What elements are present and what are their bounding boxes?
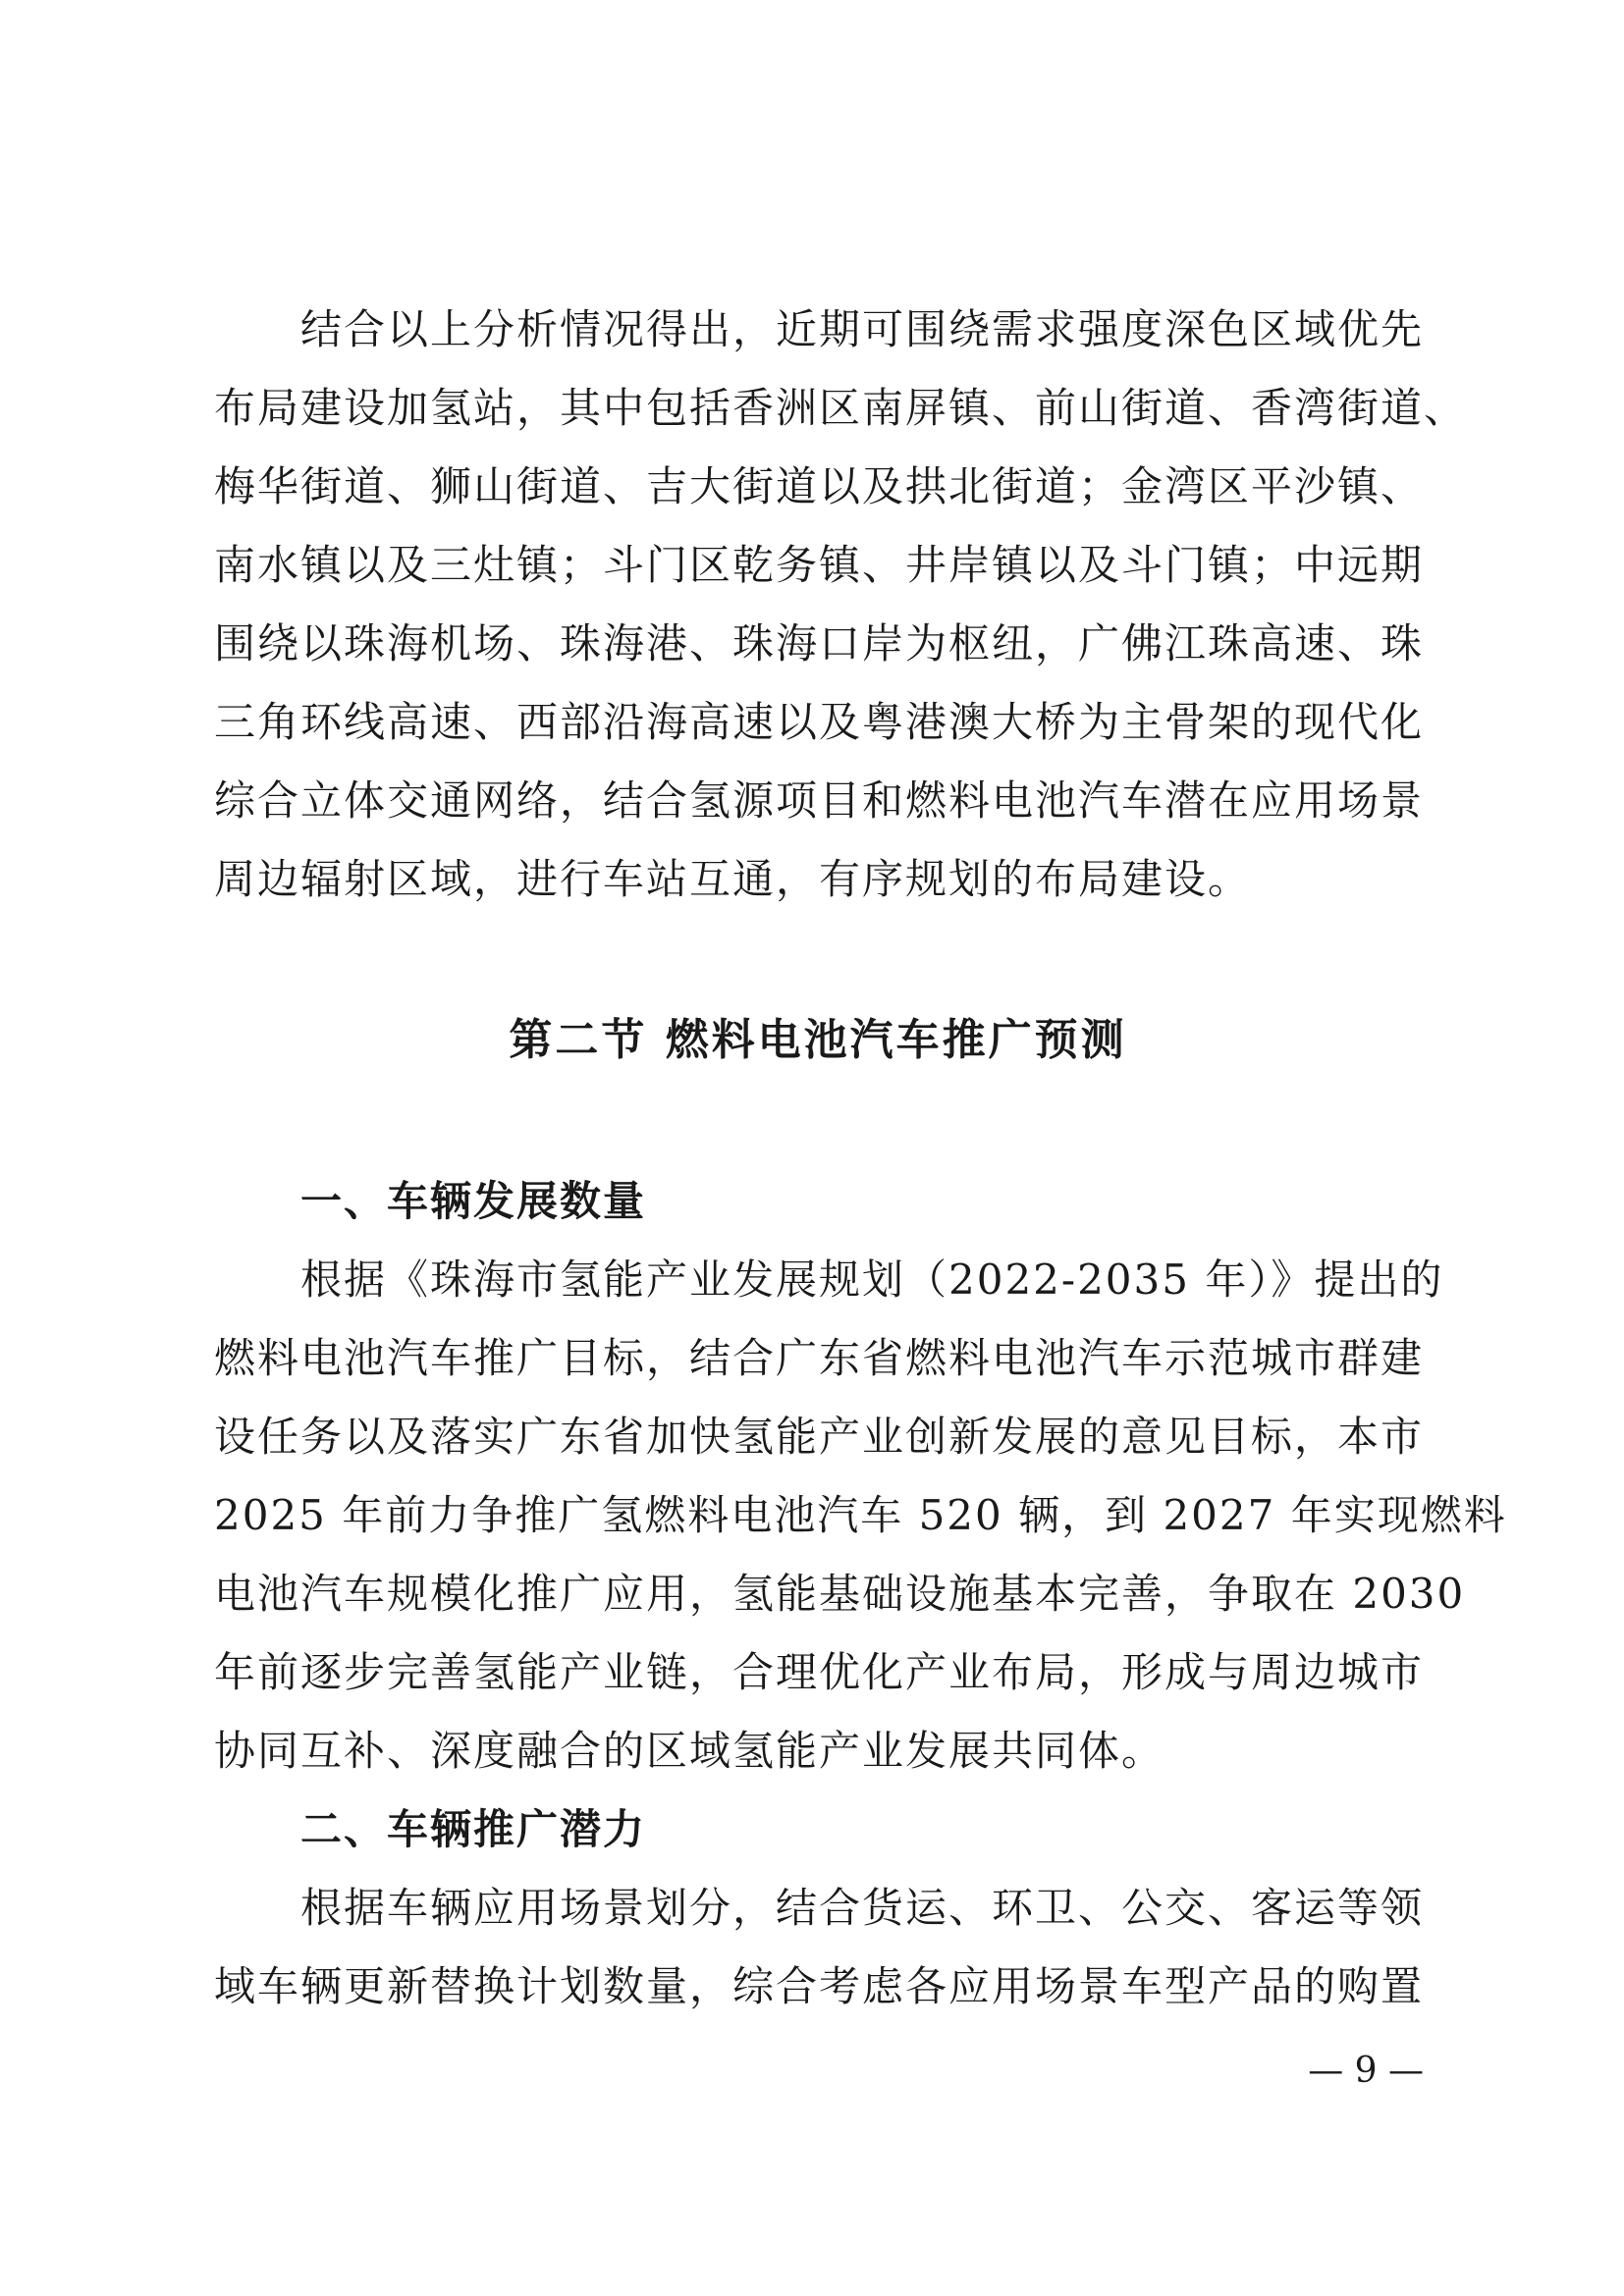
section-title: 第二节 燃料电池汽车推广预测 — [509, 1015, 1127, 1065]
paragraph-line: 域车辆更新替换计划数量，综合考虑各应用场景车型产品的购置 — [214, 1962, 1425, 2010]
paragraph-line: 综合立体交通网络，结合氢源项目和燃料电池汽车潜在应用场景 — [214, 776, 1425, 825]
paragraph-line: 布局建设加氢站，其中包括香洲区南屏镇、前山街道、香湾街道、 — [214, 384, 1468, 432]
page-body — [214, 291, 1507, 2026]
paragraph-line: 围绕以珠海机场、珠海港、珠海口岸为枢纽，广佛江珠高速、珠 — [214, 619, 1425, 667]
paragraph-hydrogen-station-layout — [214, 291, 1468, 919]
subsection-title: 二、车辆推广潜力 — [300, 1805, 647, 1853]
subsection-vehicle-potential — [214, 1790, 1425, 2026]
paragraph-line: 梅华街道、狮山街道、吉大街道以及拱北街道；金湾区平沙镇、 — [214, 462, 1425, 510]
paragraph-line: 周边辐射区域，进行车站互通，有序规划的布局建设。 — [214, 855, 1252, 903]
paragraph-line: 根据《珠海市氢能产业发展规划（2022-2035 年）》提出的 — [300, 1255, 1444, 1304]
paragraph-line: 燃料电池汽车推广目标，结合广东省燃料电池汽车示范城市群建 — [214, 1334, 1425, 1382]
subsection-vehicle-quantity — [214, 1162, 1507, 1790]
paragraph-line: 年前逐步完善氢能产业链，合理优化产业布局，形成与周边城市 — [214, 1648, 1425, 1696]
paragraph-line: 三角环线高速、西部沿海高速以及粤港澳大桥为主骨架的现代化 — [214, 698, 1425, 746]
page-number: — 9 — — [1308, 2051, 1424, 2091]
paragraph-line: 根据车辆应用场景划分，结合货运、环卫、公交、客运等领 — [300, 1884, 1425, 1932]
paragraph-line: 结合以上分析情况得出，近期可围绕需求强度深色区域优先 — [300, 305, 1425, 353]
paragraph-line: 2025 年前力争推广氢燃料电池汽车 520 辆，到 2027 年实现燃料 — [214, 1491, 1507, 1539]
paragraph-line: 电池汽车规模化推广应用，氢能基础设施基本完善，争取在 2030 — [214, 1570, 1466, 1618]
paragraph-line: 南水镇以及三灶镇；斗门区乾务镇、井岸镇以及斗门镇；中远期 — [214, 541, 1425, 589]
paragraph-line: 设任务以及落实广东省加快氢能产业创新发展的意见目标，本市 — [214, 1413, 1425, 1461]
subsection-title: 一、车辆发展数量 — [300, 1177, 647, 1225]
paragraph-line: 协同互补、深度融合的区域氢能产业发展共同体。 — [214, 1727, 1165, 1775]
